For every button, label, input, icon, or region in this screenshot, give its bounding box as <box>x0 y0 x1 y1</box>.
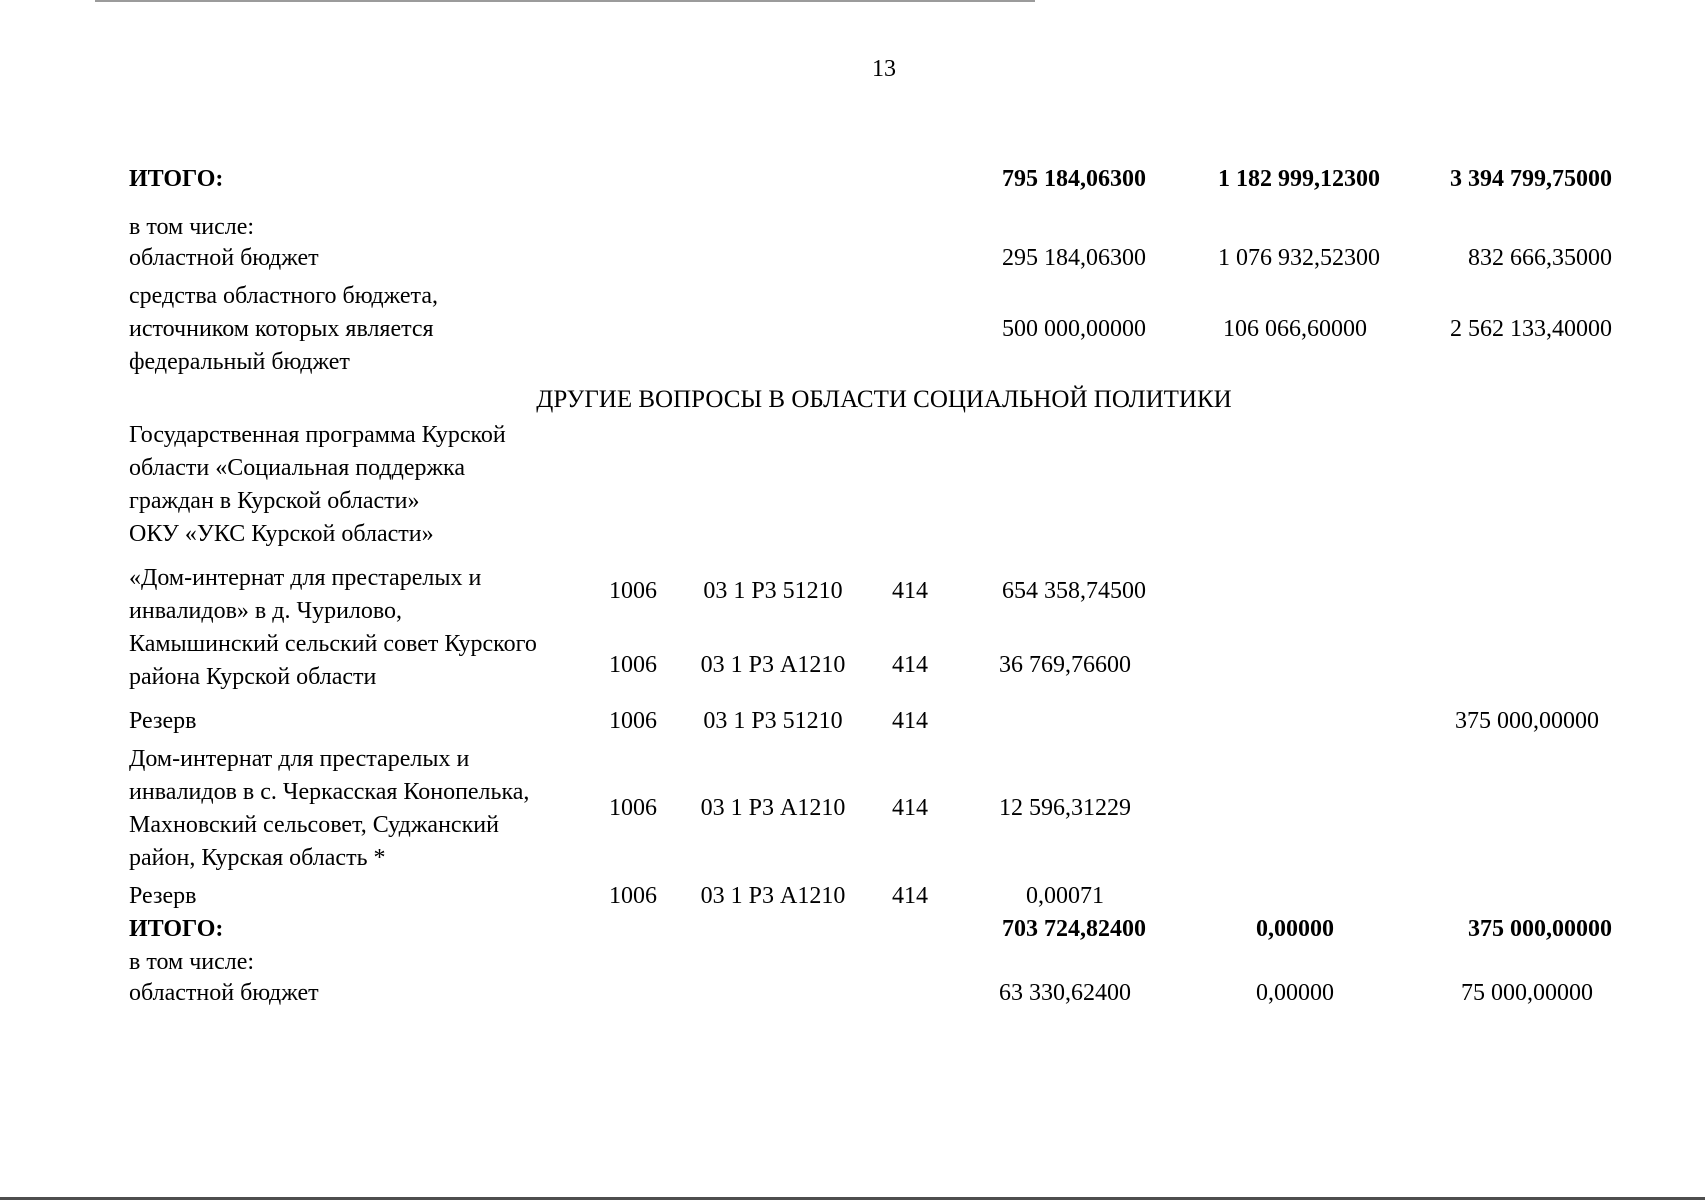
total-value-year1: 795 184,06300 <box>1002 166 1146 192</box>
row-target-code: 03 1 Р3 А1210 <box>700 652 846 678</box>
total-label: ИТОГО: <box>129 166 224 192</box>
row-section-code: 1006 <box>609 883 657 909</box>
row-label-line: Камышинский сельский совет Курского <box>129 631 537 657</box>
regional-budget-label: областной бюджет <box>129 245 319 271</box>
total-value-year2: 1 182 999,12300 <box>1218 166 1380 192</box>
scan-edge-top <box>95 0 1035 2</box>
federal-value-year2: 106 066,60000 <box>1223 316 1367 342</box>
row-section-code: 1006 <box>609 795 657 821</box>
including-label: в том числе: <box>129 214 255 240</box>
row-value-year3: 375 000,00000 <box>1455 708 1599 734</box>
regional-value-year3: 75 000,00000 <box>1461 980 1593 1006</box>
total-value-year3: 3 394 799,75000 <box>1450 166 1612 192</box>
row-label-line: района Курской области <box>129 664 377 690</box>
row-expense-type: 414 <box>892 795 928 821</box>
total-value-year2: 0,00000 <box>1256 916 1334 942</box>
regional-value-year2: 1 076 932,52300 <box>1218 245 1380 271</box>
regional-value-year3: 832 666,35000 <box>1468 245 1612 271</box>
row-label-line: Махновский сельсовет, Суджанский <box>129 812 499 838</box>
page-number: 13 <box>872 56 896 82</box>
program-line: граждан в Курской области» <box>129 488 420 514</box>
federal-value-year1: 500 000,00000 <box>1002 316 1146 342</box>
row-value-year1: 654 358,74500 <box>1002 578 1146 604</box>
program-line: Государственная программа Курской <box>129 422 506 448</box>
including-label: в том числе: <box>129 949 255 975</box>
program-line: области «Социальная поддержка <box>129 455 465 481</box>
row-section-code: 1006 <box>609 652 657 678</box>
row-label-line: район, Курская область * <box>129 845 386 871</box>
regional-value-year1: 63 330,62400 <box>999 980 1131 1006</box>
row-target-code: 03 1 Р3 51210 <box>703 708 843 734</box>
row-expense-type: 414 <box>892 578 928 604</box>
total-label: ИТОГО: <box>129 916 224 942</box>
regional-value-year1: 295 184,06300 <box>1002 245 1146 271</box>
total-value-year3: 375 000,00000 <box>1468 916 1612 942</box>
federal-value-year3: 2 562 133,40000 <box>1450 316 1612 342</box>
federal-label-line: средства областного бюджета, <box>129 283 438 309</box>
federal-label-line: федеральный бюджет <box>129 349 350 375</box>
row-target-code: 03 1 Р3 51210 <box>703 578 843 604</box>
row-value-year1: 36 769,76600 <box>999 652 1131 678</box>
row-value-year1: 12 596,31229 <box>999 795 1131 821</box>
row-label-line: инвалидов» в д. Чурилово, <box>129 598 403 624</box>
row-target-code: 03 1 Р3 А1210 <box>700 795 846 821</box>
row-expense-type: 414 <box>892 883 928 909</box>
section-heading: ДРУГИЕ ВОПРОСЫ В ОБЛАСТИ СОЦИАЛЬНОЙ ПОЛИТИКИ <box>536 386 1232 413</box>
total-value-year1: 703 724,82400 <box>1002 916 1146 942</box>
regional-value-year2: 0,00000 <box>1256 980 1334 1006</box>
row-label-line: инвалидов в с. Черкасская Конопелька, <box>129 779 530 805</box>
row-label-line: Резерв <box>129 883 197 909</box>
row-label-line: Дом-интернат для престарелых и <box>129 746 470 772</box>
row-label-line: Резерв <box>129 708 197 734</box>
row-label-line: «Дом-интернат для престарелых и <box>129 565 482 591</box>
program-line: ОКУ «УКС Курской области» <box>129 521 434 547</box>
row-target-code: 03 1 Р3 А1210 <box>700 883 846 909</box>
regional-budget-label: областной бюджет <box>129 980 319 1006</box>
row-section-code: 1006 <box>609 578 657 604</box>
row-expense-type: 414 <box>892 708 928 734</box>
row-section-code: 1006 <box>609 708 657 734</box>
row-value-year1: 0,00071 <box>1026 883 1104 909</box>
federal-label-line: источником которых является <box>129 316 434 342</box>
row-expense-type: 414 <box>892 652 928 678</box>
